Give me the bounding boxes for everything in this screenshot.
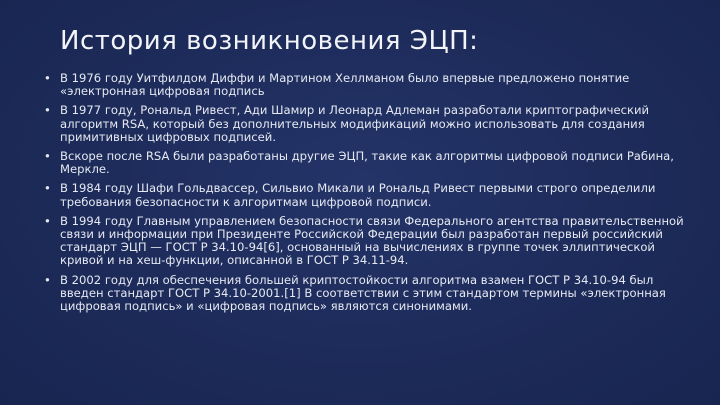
bullet-item: • В 1984 году Шафи Гольдвассер, Сильвио Микали и Рональд Ривест первыми строго определили требования безопасности к алгоритмам цифровой подписи. (44, 182, 694, 208)
bullet-item: • В 1976 году Уитфилдом Диффи и Мартином Хеллманом было впервые предложено понятие «электронная цифровая подпись (44, 72, 694, 98)
bullet-item: • В 1977 году, Рональд Ривест, Ади Шамир и Леонард Адлеман разработали криптографический алгоритм RSA, который без дополнительных модификаций можно использовать для создания примитивных цифровых подписей. (44, 104, 694, 144)
slide-title: История возникновения ЭЦП: (60, 26, 479, 56)
bullet-item: • Вскоре после RSA были разработаны другие ЭЦП, такие как алгоритмы цифровой подписи Рабина, Меркле. (44, 150, 694, 176)
bullet-list (44, 72, 694, 319)
bullet-item: • В 2002 году для обеспечения большей криптостойкости алгоритма взамен ГОСТ Р 34.10-94 был введен стандарт ГОСТ Р 34.10-2001.[1] В соответствии с этим стандартом термины «электронная цифровая подпись» и «цифровая подпись» являются синонимами. (44, 274, 694, 314)
bullet-item: • В 1994 году Главным управлением безопасности связи Федерального агентства правительственной связи и информации при Президенте Российской Федерации был разработан первый российский стандарт ЭЦП — ГОСТ Р 34.10-94[6], основанный на вычислениях в группе точек эллиптической кривой и на хеш-функции, описанной в ГОСТ Р 34.11-94. (44, 215, 694, 268)
